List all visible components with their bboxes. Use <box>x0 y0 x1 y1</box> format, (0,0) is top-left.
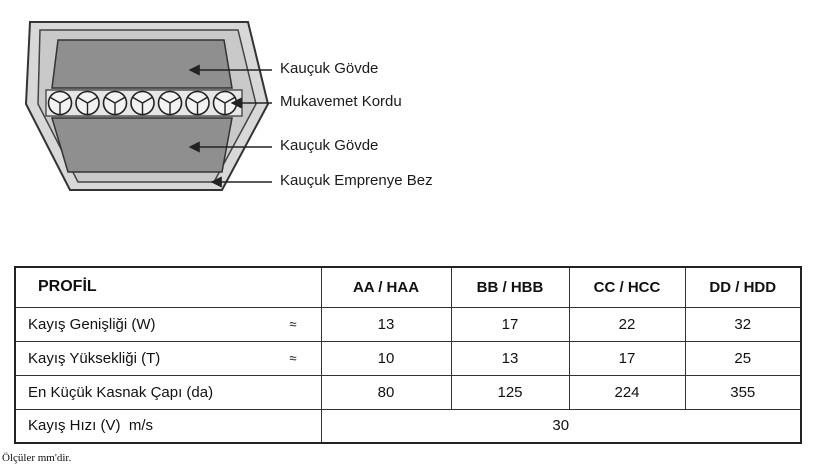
tension-cord <box>186 92 209 115</box>
header-col: DD / HDD <box>685 267 801 307</box>
tension-cord <box>159 92 182 115</box>
approx-symbol: ≈ <box>289 316 297 332</box>
v-belt-profile-table <box>14 266 802 444</box>
table-cell: 17 <box>569 341 685 375</box>
row-label: En Küçük Kasnak Çapı (da) <box>28 383 214 401</box>
table-header-row <box>15 267 801 307</box>
table-cell: 32 <box>685 307 801 341</box>
table-cell: 10 <box>321 341 451 375</box>
upper-rubber-body <box>52 40 232 88</box>
row-label: Kayış Genişliği (W) <box>28 315 156 333</box>
table-cell: 13 <box>321 307 451 341</box>
header-col: AA / HAA <box>321 267 451 307</box>
header-profil: PROFİL <box>15 267 321 307</box>
table-cell: 25 <box>685 341 801 375</box>
table-cell: 17 <box>451 307 569 341</box>
table-cell: 13 <box>451 341 569 375</box>
row-label: Kayış Hızı (V) m/s <box>28 417 154 435</box>
label-fabric: Kauçuk Emprenye Bez <box>280 172 433 189</box>
table-cell: 125 <box>451 375 569 409</box>
speed-value-cell: 30 <box>321 409 801 443</box>
table-row <box>15 307 801 341</box>
tension-cord <box>104 92 127 115</box>
table-cell: 224 <box>569 375 685 409</box>
row-label-cell <box>15 307 321 341</box>
row-label: Kayış Yüksekliği (T) <box>28 349 161 367</box>
table-cell: 80 <box>321 375 451 409</box>
row-label-cell <box>15 409 321 443</box>
table-cell: 22 <box>569 307 685 341</box>
tension-cord <box>131 92 154 115</box>
table-cell: 355 <box>685 375 801 409</box>
label-lower-rubber-body: Kauçuk Gövde <box>280 137 379 154</box>
lower-rubber-body <box>52 118 232 172</box>
footnote: Ölçüler mm'dir. <box>2 452 72 464</box>
header-col: CC / HCC <box>569 267 685 307</box>
table-row <box>15 341 801 375</box>
tension-cord <box>76 92 99 115</box>
approx-symbol: ≈ <box>289 350 297 366</box>
label-tension-cord: Mukavemet Kordu <box>280 93 402 110</box>
header-col: BB / HBB <box>451 267 569 307</box>
table-row-speed <box>15 409 801 443</box>
row-label-cell <box>15 341 321 375</box>
table-row <box>15 375 801 409</box>
row-label-cell <box>15 375 321 409</box>
label-upper-rubber-body: Kauçuk Gövde <box>280 60 379 77</box>
tension-cord <box>49 92 72 115</box>
